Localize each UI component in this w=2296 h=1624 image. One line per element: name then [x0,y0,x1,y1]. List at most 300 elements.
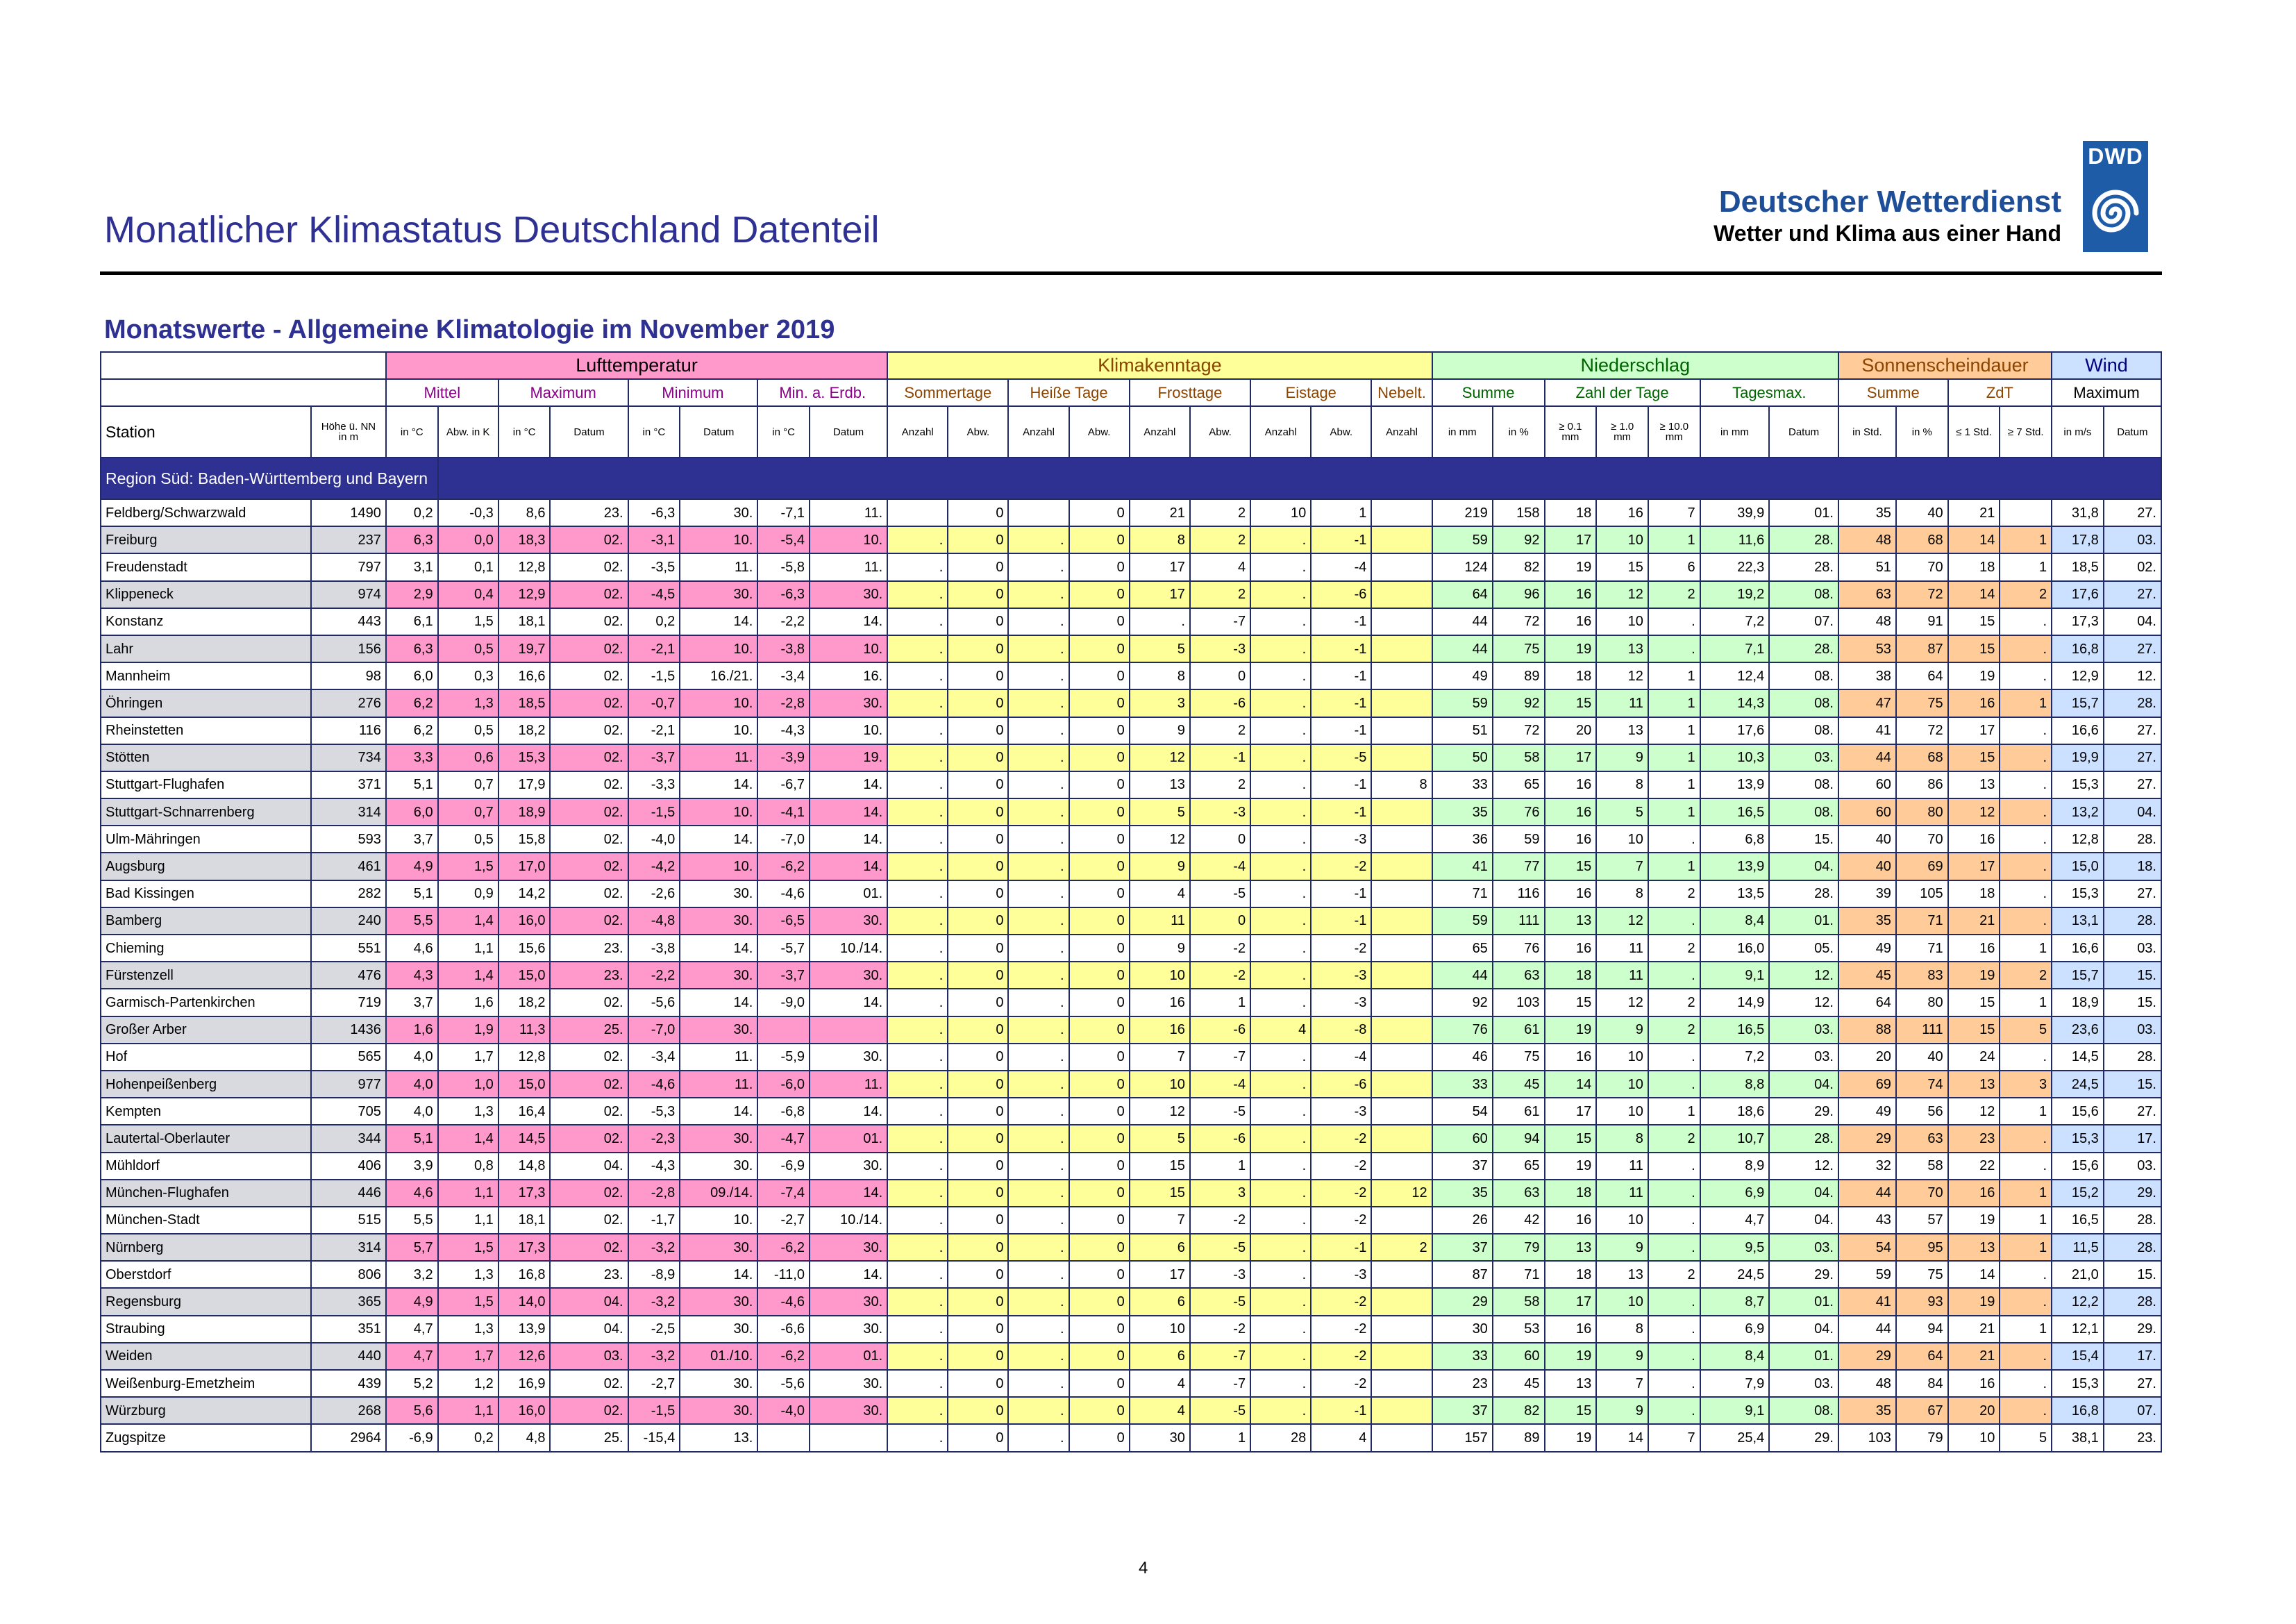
table-cell: 24,5 [2052,1071,2104,1098]
col-unit: in °C [498,406,551,458]
table-cell: 15. [2104,1071,2161,1098]
table-cell: 16 [1545,581,1597,608]
table-cell: 0,6 [438,744,498,771]
table-cell: 0 [948,880,1008,907]
table-cell: 14 [1948,1261,2000,1288]
sub-eistage: Eistage [1250,379,1371,406]
table-cell: 0,7 [438,771,498,798]
col-hoehe: Höhe ü. NN in m [311,406,386,458]
table-row [101,935,2161,962]
table-cell: . [1648,1288,1700,1315]
table-cell: 5 [1130,798,1190,826]
table-cell: 07. [2104,1397,2161,1424]
table-cell [1371,1016,1432,1044]
table-cell: -1 [1190,744,1250,771]
table-cell: 19 [1545,1343,1597,1370]
table-cell: . [2000,1153,2052,1180]
table-cell: 16,8 [2052,1397,2104,1424]
table-cell: 15,0 [498,1071,551,1098]
table-cell: 0 [948,1343,1008,1370]
table-cell: 5 [2000,1016,2052,1044]
table-cell: 5 [1130,1125,1190,1152]
table-cell: 0 [1069,853,1130,880]
table-cell: -6,7 [757,771,810,798]
table-cell: . [1250,853,1311,880]
dwd-logo [2083,141,2148,252]
table-cell: 0 [948,989,1008,1016]
table-cell: -2,8 [757,689,810,717]
table-row [101,1044,2161,1071]
table-cell: 344 [311,1125,386,1152]
table-cell: 45 [1493,1071,1545,1098]
table-cell: 1436 [311,1016,386,1044]
table-cell: 2 [1648,581,1700,608]
table-cell: -3,4 [628,1044,680,1071]
table-cell: 0 [948,1098,1008,1125]
table-cell: . [1008,853,1069,880]
table-cell [1371,1207,1432,1234]
col-unit: Datum [810,406,887,458]
table-cell: 48 [1838,526,1896,553]
table-cell: 02. [550,989,628,1016]
table-cell: 65 [1493,771,1545,798]
table-cell: . [1648,1316,1700,1343]
col-unit: Anzahl [1371,406,1432,458]
table-cell [1371,798,1432,826]
station-name: Kempten [101,1098,311,1125]
table-cell: 44 [1838,744,1896,771]
table-cell: 0,7 [438,798,498,826]
table-cell: 10. [680,526,757,553]
table-cell: 0 [948,853,1008,880]
table-cell: 02. [550,1207,628,1234]
table-cell: 9 [1596,1016,1648,1044]
table-cell: 4,6 [386,935,438,962]
table-cell: 0 [948,826,1008,853]
table-cell: 14,8 [498,1153,551,1180]
station-name: Fürstenzell [101,962,311,989]
table-cell: 16 [1545,608,1597,635]
table-cell: 6,9 [1700,1316,1770,1343]
table-cell: 1 [2000,1207,2052,1234]
table-cell: 10. [680,853,757,880]
station-name: Regensburg [101,1288,311,1315]
table-cell: -5,9 [757,1044,810,1071]
table-cell: 4,9 [386,853,438,880]
col-unit: Anzahl [887,406,948,458]
table-cell: 15 [1545,689,1597,717]
table-cell: 10 [1130,962,1190,989]
table-cell [1371,1153,1432,1180]
table-cell [1371,907,1432,935]
table-cell: 51 [1432,717,1493,744]
table-cell: -3,7 [757,962,810,989]
table-cell: . [2000,798,2052,826]
table-cell: 23. [2104,1424,2161,1451]
table-cell: 28 [1250,1424,1311,1451]
table-cell: 17,3 [498,1180,551,1207]
table-cell: 219 [1432,499,1493,526]
table-cell: 44 [1432,635,1493,662]
table-cell: 19 [1545,1424,1597,1451]
table-cell: 65 [1493,1153,1545,1180]
table-cell: 6,9 [1700,1180,1770,1207]
table-cell: . [1250,1207,1311,1234]
table-row [101,1397,2161,1424]
table-cell: 14,5 [2052,1044,2104,1071]
table-cell: 18 [1545,962,1597,989]
table-cell: 6 [1648,553,1700,580]
table-cell: 16 [1948,826,2000,853]
table-cell: 446 [311,1180,386,1207]
table-cell: . [1008,581,1069,608]
table-cell: 12,8 [498,1044,551,1071]
table-cell: 30. [810,1234,887,1261]
table-cell: 4 [1250,1016,1311,1044]
table-cell: -2,7 [757,1207,810,1234]
table-cell: 515 [311,1207,386,1234]
table-cell: 13 [1948,771,2000,798]
table-cell: 14. [810,1180,887,1207]
table-cell: 79 [1493,1234,1545,1261]
table-cell: . [887,1207,948,1234]
table-row [101,662,2161,689]
table-cell: 18 [1545,1180,1597,1207]
table-cell: 14 [1948,581,2000,608]
table-cell: 2 [1190,499,1250,526]
col-unit: Abw. [1311,406,1371,458]
table-cell: -4,6 [757,880,810,907]
station-name: München-Flughafen [101,1180,311,1207]
table-cell: 16 [1545,935,1597,962]
table-cell: 35 [1838,1397,1896,1424]
table-cell: 13 [1596,717,1648,744]
table-cell: 27. [2104,744,2161,771]
table-cell: 21 [1948,499,2000,526]
table-cell: 5,5 [386,907,438,935]
table-cell: 23,6 [2052,1016,2104,1044]
table-cell: 17,6 [1700,717,1770,744]
table-cell: 16,0 [498,1397,551,1424]
table-cell: 69 [1896,853,1948,880]
table-cell: 12 [1130,1098,1190,1125]
table-cell: 01. [1769,1288,1838,1315]
table-cell: 10 [1596,608,1648,635]
table-cell: -4,3 [628,1153,680,1180]
table-cell: 0 [948,662,1008,689]
table-cell: 116 [1493,880,1545,907]
table-cell: . [1008,635,1069,662]
table-cell: 17,3 [498,1234,551,1261]
table-cell: 31,8 [2052,499,2104,526]
table-cell: 63 [1838,581,1896,608]
table-cell: . [1250,1343,1311,1370]
table-cell: 16,0 [498,907,551,935]
table-cell: 4,8 [498,1424,551,1451]
col-unit: ≥ 10.0 mm [1648,406,1700,458]
table-cell: . [1008,689,1069,717]
table-cell: 21 [1948,1343,2000,1370]
table-cell: . [1008,526,1069,553]
station-name: Würzburg [101,1397,311,1424]
table-cell: 156 [311,635,386,662]
table-cell: 1 [2000,989,2052,1016]
table-cell: 0,8 [438,1153,498,1180]
table-cell: 02. [550,581,628,608]
table-cell: 0 [1069,771,1130,798]
table-cell: 5,1 [386,1125,438,1152]
table-cell: 13,1 [2052,907,2104,935]
table-cell: 237 [311,526,386,553]
table-cell: 9 [1130,853,1190,880]
table-cell: -1,5 [628,1397,680,1424]
table-cell: 10. [810,526,887,553]
table-cell: 02. [550,662,628,689]
table-cell: 5,1 [386,771,438,798]
table-cell: 6 [1130,1343,1190,1370]
table-cell: 8,7 [1700,1288,1770,1315]
table-cell: 1,3 [438,1316,498,1343]
table-cell: 15 [1545,1397,1597,1424]
table-cell: 1,5 [438,1234,498,1261]
table-cell: 11 [1596,1180,1648,1207]
table-cell: 2,9 [386,581,438,608]
table-cell: 1,4 [438,1125,498,1152]
table-cell: 43 [1838,1207,1896,1234]
table-cell: 1,2 [438,1370,498,1397]
table-cell: 0 [1069,1016,1130,1044]
table-cell: 5 [2000,1424,2052,1451]
table-cell: -6,0 [757,1071,810,1098]
table-cell: 29 [1838,1125,1896,1152]
table-cell: 1 [2000,553,2052,580]
table-cell: . [1250,826,1311,853]
table-cell: -0,7 [628,689,680,717]
col-unit: Abw. [1190,406,1250,458]
table-cell: 88 [1838,1016,1896,1044]
table-cell: . [1008,1288,1069,1315]
table-cell: . [1250,907,1311,935]
table-cell: 1,3 [438,1098,498,1125]
table-cell: 593 [311,826,386,853]
table-cell: 23. [550,962,628,989]
table-cell: 17 [1545,1098,1597,1125]
table-cell: 02. [2104,553,2161,580]
table-cell: 15 [1130,1153,1190,1180]
table-cell: 1 [1648,526,1700,553]
table-cell: 7 [1596,853,1648,880]
table-cell: 75 [1896,1261,1948,1288]
table-cell: 01. [1769,907,1838,935]
table-cell: -1,5 [628,798,680,826]
table-cell: 40 [1838,853,1896,880]
table-row [101,1234,2161,1261]
table-cell [1371,717,1432,744]
table-cell: 16. [810,662,887,689]
table-cell: 12,2 [2052,1288,2104,1315]
table-cell: 7 [1130,1207,1190,1234]
table-cell: 0 [948,1234,1008,1261]
table-cell: 10 [1596,1071,1648,1098]
table-cell: 10. [680,635,757,662]
table-cell: . [1008,1044,1069,1071]
station-name: Straubing [101,1316,311,1343]
table-cell: . [2000,907,2052,935]
table-cell: 30. [810,1044,887,1071]
table-cell: 10 [1596,1207,1648,1234]
table-cell: 14. [680,1098,757,1125]
table-cell: . [2000,717,2052,744]
table-cell: 16 [1596,499,1648,526]
table-cell [1371,1397,1432,1424]
table-cell: 33 [1432,1071,1493,1098]
table-cell: 92 [1432,989,1493,1016]
table-cell: 6,0 [386,798,438,826]
table-cell: . [2000,1343,2052,1370]
table-cell: . [1008,989,1069,1016]
table-cell: 20 [1948,1397,2000,1424]
table-cell: 461 [311,853,386,880]
station-name: Lahr [101,635,311,662]
table-cell: 41 [1432,853,1493,880]
table-cell [1371,553,1432,580]
table-cell: . [1008,1343,1069,1370]
table-cell: 13,2 [2052,798,2104,826]
table-cell: 19 [1545,1016,1597,1044]
table-cell: -1 [1311,635,1371,662]
table-cell: 13 [1545,1370,1597,1397]
sub-summe-niederschlag: Summe [1432,379,1545,406]
table-cell: 0 [1069,689,1130,717]
table-cell: 21 [1130,499,1190,526]
table-cell: 12 [1130,744,1190,771]
table-cell: 0 [1069,717,1130,744]
document-title: Monatlicher Klimastatus Deutschland Datenteil [104,209,880,251]
table-cell: -5,6 [628,989,680,1016]
table-cell: 8 [1130,662,1190,689]
table-cell: 03. [2104,1153,2161,1180]
table-cell: . [1648,1071,1700,1098]
table-cell: 29 [1838,1343,1896,1370]
table-cell: 1 [1648,717,1700,744]
table-cell: 719 [311,989,386,1016]
table-cell: 10 [1130,1071,1190,1098]
table-cell: 82 [1493,1397,1545,1424]
col-unit: in °C [757,406,810,458]
table-cell: 0 [948,1261,1008,1288]
table-cell: 351 [311,1316,386,1343]
table-cell: 47 [1838,689,1896,717]
table-cell: . [887,1234,948,1261]
table-cell: 28. [2104,907,2161,935]
sub-heisse-tage: Heiße Tage [1008,379,1129,406]
table-cell: -7,4 [757,1180,810,1207]
table-cell: -1 [1311,907,1371,935]
table-cell: 17 [1130,1261,1190,1288]
table-cell: 39 [1838,880,1896,907]
table-cell: 18 [1545,662,1597,689]
table-cell: -1 [1311,1234,1371,1261]
table-cell: . [2000,771,2052,798]
table-cell: 04. [1769,853,1838,880]
table-cell: 111 [1896,1016,1948,1044]
table-cell: 440 [311,1343,386,1370]
station-name: Stuttgart-Flughafen [101,771,311,798]
table-cell: 28. [2104,1234,2161,1261]
table-cell: . [887,1424,948,1451]
table-cell: -6,6 [757,1316,810,1343]
table-cell: 08. [1769,1397,1838,1424]
table-cell: 72 [1896,581,1948,608]
table-cell: -6,8 [757,1098,810,1125]
table-cell: 63 [1493,962,1545,989]
table-cell [1371,1343,1432,1370]
table-cell: 1 [1648,744,1700,771]
table-cell: 7,9 [1700,1370,1770,1397]
table-cell: 9 [1596,1343,1648,1370]
table-cell: 12,6 [498,1343,551,1370]
station-name: Hof [101,1044,311,1071]
table-row [101,1316,2161,1343]
table-cell: 116 [311,717,386,744]
table-cell: -5,3 [628,1098,680,1125]
table-cell: 04. [550,1153,628,1180]
org-slogan: Wetter und Klima aus einer Hand [1713,221,2061,246]
table-cell: 02. [550,1370,628,1397]
table-cell: . [887,989,948,1016]
table-cell [757,1016,810,1044]
table-cell: 09./14. [680,1180,757,1207]
station-name: Freudenstadt [101,553,311,580]
sub-summe-sonne: Summe [1838,379,1948,406]
station-name: München-Stadt [101,1207,311,1234]
table-cell: 1 [2000,1316,2052,1343]
table-cell: 240 [311,907,386,935]
table-cell: 17,0 [498,853,551,880]
table-cell: 45 [1838,962,1896,989]
table-cell: 16,5 [1700,1016,1770,1044]
table-cell: 76 [1493,798,1545,826]
table-cell: . [2000,1288,2052,1315]
table-cell: 15,0 [498,962,551,989]
table-cell: 03. [2104,935,2161,962]
table-cell: 02. [550,1125,628,1152]
table-cell: 15,4 [2052,1343,2104,1370]
table-cell: 0 [948,962,1008,989]
table-cell [1371,1098,1432,1125]
table-cell: 01. [1769,499,1838,526]
table-cell: 24,5 [1700,1261,1770,1288]
table-cell: 2 [1190,526,1250,553]
table-cell: 0 [1069,581,1130,608]
table-cell: 28. [2104,1207,2161,1234]
table-cell [1371,1316,1432,1343]
table-cell: 13 [1596,635,1648,662]
table-cell: . [1250,635,1311,662]
table-row [101,744,2161,771]
table-cell: 13 [1545,1234,1597,1261]
table-cell: . [1250,1153,1311,1180]
table-cell: 6 [1130,1234,1190,1261]
table-cell: 0 [948,1044,1008,1071]
table-cell: 0 [948,771,1008,798]
table-cell [1008,499,1069,526]
table-cell: 15 [1948,989,2000,1016]
table-cell: . [1250,526,1311,553]
table-cell: 2 [1648,1125,1700,1152]
table-cell: 27. [2104,717,2161,744]
table-cell: . [887,635,948,662]
